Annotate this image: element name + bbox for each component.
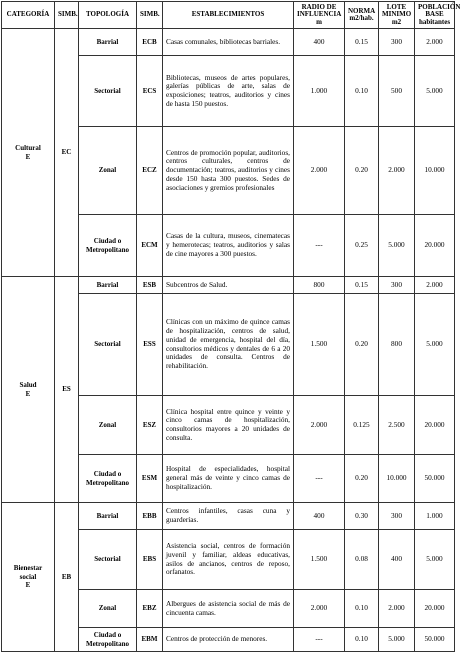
establishments-cell: Centros infantiles, casas cuna y guarderías.	[163, 503, 294, 530]
norma-cell: 0.15	[345, 29, 379, 56]
category-cell	[2, 503, 55, 652]
radio-cell: 1.500	[294, 530, 345, 590]
table-row	[2, 277, 455, 294]
equipment-standards-table	[1, 1, 460, 652]
category-symbol: EB	[55, 503, 79, 652]
header-establecimientos: ESTABLECIMIENTOS	[163, 2, 294, 29]
radio-cell: 2.000	[294, 127, 345, 215]
establishments-cell: Hospital de especialidades, hospital general más de veinte y cinco camas de hospitalización.	[163, 455, 294, 503]
radio-cell: ---	[294, 215, 345, 277]
lote-cell: 300	[379, 29, 415, 56]
header-poblacion: POBLACIÓN BASE habitantes	[415, 2, 455, 29]
category-name: Salud	[19, 381, 37, 390]
category-cell	[2, 29, 55, 277]
norma-cell: 0.08	[345, 530, 379, 590]
code-cell: ESZ	[137, 396, 163, 455]
header-lote: LOTE MINIMO m2	[379, 2, 415, 29]
header-row	[2, 2, 455, 29]
category-letter: E	[25, 389, 31, 398]
poblacion-cell: 2.000	[415, 29, 455, 56]
topology-cell: Zonal	[79, 590, 137, 628]
establishments-cell: Centros de protección de menores.	[163, 628, 294, 652]
establishments-cell: Clínica hospital entre quince y veinte y cinco camas de hospitalización, consultorios mayores a 20 unidades de consulta.	[163, 396, 294, 455]
lote-cell: 500	[379, 56, 415, 127]
lote-cell: 5.000	[379, 215, 415, 277]
code-cell: EBB	[137, 503, 163, 530]
topology-cell: Sectorial	[79, 56, 137, 127]
poblacion-cell: 2.000	[415, 277, 455, 294]
header-categoria: CATEGORÍA	[2, 2, 55, 29]
radio-cell: ---	[294, 455, 345, 503]
category-symbol: ES	[55, 277, 79, 503]
lote-cell: 2.500	[379, 396, 415, 455]
header-radio: RADIO DE INFLUENCIA m	[294, 2, 345, 29]
topology-cell: Barrial	[79, 503, 137, 530]
lote-cell: 400	[379, 530, 415, 590]
table-row	[2, 29, 455, 56]
header-norma: NORMA m2/hab.	[345, 2, 379, 29]
radio-cell: 2.000	[294, 396, 345, 455]
poblacion-cell: 5.000	[415, 530, 455, 590]
code-cell: EBM	[137, 628, 163, 652]
topology-cell: Ciudad o Metropolitano	[79, 628, 137, 652]
lote-cell: 10.000	[379, 455, 415, 503]
code-cell: EBS	[137, 530, 163, 590]
radio-cell: 1.000	[294, 56, 345, 127]
header-topologia: TOPOLOGÍA	[79, 2, 137, 29]
header-simb-2: SIMB.	[137, 2, 163, 29]
poblacion-cell: 50.000	[415, 628, 455, 652]
norma-cell: 0.20	[345, 455, 379, 503]
table-row	[2, 503, 455, 530]
poblacion-cell: 1.000	[415, 503, 455, 530]
poblacion-cell: 20.000	[415, 590, 455, 628]
establishments-cell: Casas comunales, bibliotecas barriales.	[163, 29, 294, 56]
poblacion-cell: 50.000	[415, 455, 455, 503]
norma-cell: 0.10	[345, 56, 379, 127]
category-symbol: EC	[55, 29, 79, 277]
establishments-cell: Subcentros de Salud.	[163, 277, 294, 294]
topology-cell: Zonal	[79, 127, 137, 215]
lote-cell: 300	[379, 503, 415, 530]
code-cell: ECS	[137, 56, 163, 127]
establishments-cell: Bibliotecas, museos de artes populares, galerías públicas de arte, salas de exposiciones; teatros, auditorios y cines de hasta 150 puestos.	[163, 56, 294, 127]
document-page	[0, 1, 460, 659]
lote-cell: 800	[379, 294, 415, 396]
topology-cell: Zonal	[79, 396, 137, 455]
poblacion-cell: 5.000	[415, 56, 455, 127]
category-letter: E	[25, 152, 31, 161]
lote-cell: 300	[379, 277, 415, 294]
topology-cell: Barrial	[79, 277, 137, 294]
norma-cell: 0.20	[345, 294, 379, 396]
category-name: Bienestar social	[13, 564, 43, 581]
poblacion-cell: 5.000	[415, 294, 455, 396]
category-name: Cultural	[15, 144, 41, 153]
radio-cell: 800	[294, 277, 345, 294]
code-cell: ESS	[137, 294, 163, 396]
category-cell	[2, 277, 55, 503]
code-cell: EBZ	[137, 590, 163, 628]
code-cell: ESM	[137, 455, 163, 503]
lote-cell: 2.000	[379, 127, 415, 215]
topology-cell: Ciudad o Metropolitano	[79, 215, 137, 277]
establishments-cell: Albergues de asistencia social de más de cincuenta camas.	[163, 590, 294, 628]
topology-cell: Ciudad o Metropolitano	[79, 455, 137, 503]
norma-cell: 0.125	[345, 396, 379, 455]
radio-cell: 400	[294, 503, 345, 530]
establishments-cell: Asistencia social, centros de formación juvenil y familiar, aldeas educativas, asilos de ancianos, centros de reposo, orfanatos.	[163, 530, 294, 590]
topology-cell: Sectorial	[79, 530, 137, 590]
radio-cell: ---	[294, 628, 345, 652]
radio-cell: 1.500	[294, 294, 345, 396]
norma-cell: 0.25	[345, 215, 379, 277]
topology-cell: Sectorial	[79, 294, 137, 396]
establishments-cell: Centros de promoción popular, auditorios, centros culturales, centros de documentación; teatros, auditorios y cines desde 150 hasta 300 puestos. Sedes de asociaciones y gremios profesionales	[163, 127, 294, 215]
code-cell: ECM	[137, 215, 163, 277]
norma-cell: 0.10	[345, 628, 379, 652]
radio-cell: 400	[294, 29, 345, 56]
poblacion-cell: 10.000	[415, 127, 455, 215]
lote-cell: 5.000	[379, 628, 415, 652]
code-cell: ESB	[137, 277, 163, 294]
norma-cell: 0.20	[345, 127, 379, 215]
norma-cell: 0.30	[345, 503, 379, 530]
poblacion-cell: 20.000	[415, 215, 455, 277]
norma-cell: 0.10	[345, 590, 379, 628]
establishments-cell: Casas de la cultura, museos, cinematecas y hemerotecas; teatros, auditorios y salas de cine mayores a 300 puestos.	[163, 215, 294, 277]
code-cell: ECB	[137, 29, 163, 56]
radio-cell: 2.000	[294, 590, 345, 628]
code-cell: ECZ	[137, 127, 163, 215]
poblacion-cell: 20.000	[415, 396, 455, 455]
category-letter: E	[25, 581, 31, 590]
norma-cell: 0.15	[345, 277, 379, 294]
establishments-cell: Clínicas con un máximo de quince camas de hospitalización, centros de salud, unidad de emergencia, hospital del día, consultorios médicos y dentales de 6 a 20 unidades de consulta. Centros de rehabilitación.	[163, 294, 294, 396]
header-simb: SIMB.	[55, 2, 79, 29]
lote-cell: 2.000	[379, 590, 415, 628]
topology-cell: Barrial	[79, 29, 137, 56]
